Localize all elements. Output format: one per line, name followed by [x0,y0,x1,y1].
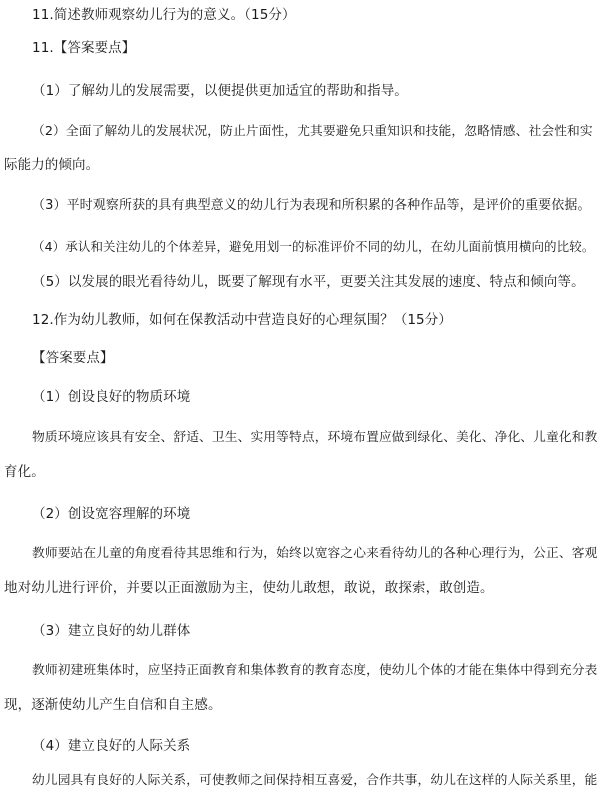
question-12-title: 12.作为幼儿教师，如何在保教活动中营造良好的心理氛围？（15分） [32,312,452,328]
q12-section-3-heading: （3）建立良好的幼儿群体 [32,623,191,639]
question-12-answer-header: 【答案要点】 [32,350,114,366]
q12-section-4-line-1: 幼儿园具有良好的人际关系，可使教师之间保持相互喜爱，合作共事，幼儿在这样的人际关系里，能 [32,773,598,788]
q12-section-4-heading: （4）建立良好的人际关系 [32,738,191,754]
q12-section-2-line-2: 地对幼儿进行评价，并要以正面激励为主，使幼儿敢想，敢说，敢探索，敢创造。 [4,580,494,596]
q12-section-1-heading: （1）创设良好的物质环境 [32,389,191,405]
q11-point-4: （4）承认和关注幼儿的个体差异，避免用划一的标准评价不同的幼儿，在幼儿面前慎用横向的比较。 [32,239,595,254]
q12-section-3-line-2: 现，逐渐使幼儿产生自信和自主感。 [4,697,222,713]
q11-point-2-line-1: （2）全面了解幼儿的发展状况，防止片面性，尤其要避免只重知识和技能，忽略情感、社会性和实 [32,124,593,139]
q11-point-1: （1）了解幼儿的发展需要，以便提供更加适宜的帮助和指导。 [32,83,408,99]
q12-section-1-line-1: 物质环境应该具有安全、舒适、卫生、实用等特点，环境布置应做到绿化、美化、净化、儿童化和教 [32,430,598,445]
question-11-answer-header: 11.【答案要点】 [32,40,136,56]
q12-section-1-line-2: 育化。 [4,464,45,480]
q12-section-3-line-1: 教师初建班集体时，应坚持正面教育和集体教育的教育态度，使幼儿个体的才能在集体中得到充分表 [32,663,598,678]
q12-section-2-line-1: 教师要站在儿童的角度看待其思维和行为，始终以宽容之心来看待幼儿的各种心理行为，公正、客观 [32,546,598,561]
q12-section-2-heading: （2）创设宽容理解的环境 [32,506,191,522]
q11-point-5: （5）以发展的眼光看待幼儿，既要了解现有水平，更要关注其发展的速度、特点和倾向等。 [32,274,585,290]
q11-point-2-line-2: 际能力的倾向。 [4,157,100,173]
q11-point-3: （3）平时观察所获的具有典型意义的幼儿行为表现和所积累的各种作品等，是评价的重要依据。 [32,198,591,213]
question-11-title: 11.简述教师观察幼儿行为的意义。（15分） [32,7,296,23]
